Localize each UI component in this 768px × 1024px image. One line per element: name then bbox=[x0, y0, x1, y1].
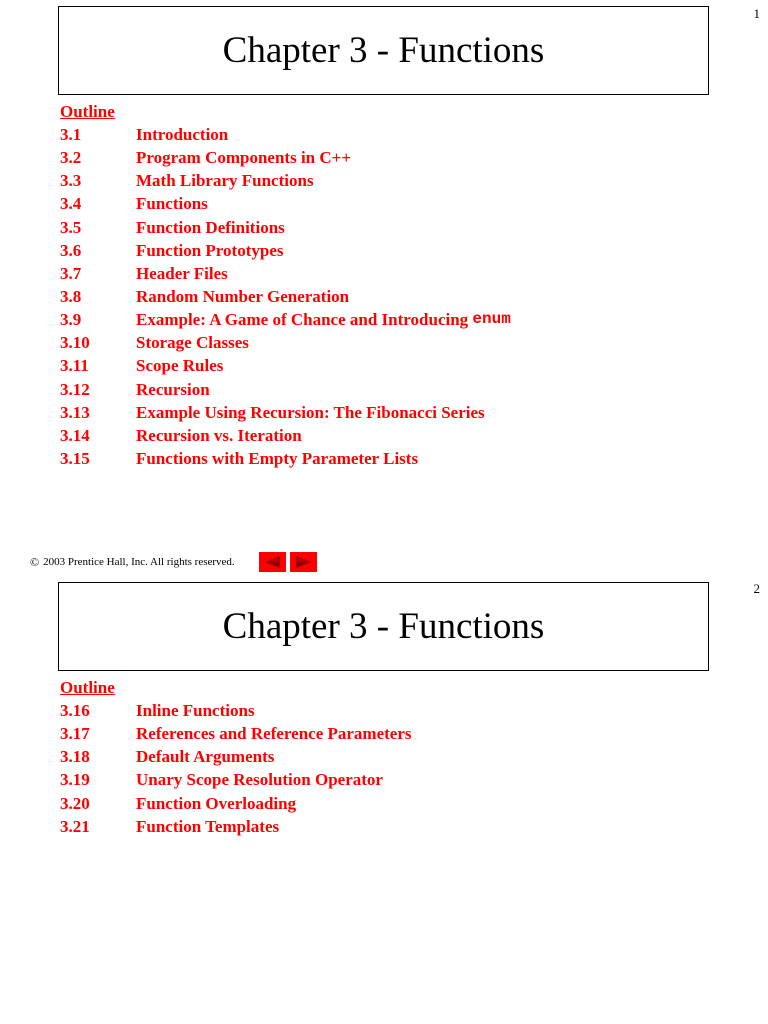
outline-item-number: 3.19 bbox=[60, 770, 90, 790]
outline-item-label: Program Components in C++ bbox=[136, 148, 352, 168]
copyright bbox=[30, 555, 235, 570]
copyright-icon: © bbox=[30, 554, 40, 569]
outline-item-label: Storage Classes bbox=[136, 333, 249, 353]
outline-item[interactable] bbox=[60, 192, 511, 215]
outline-item[interactable] bbox=[60, 768, 412, 791]
outline-item[interactable] bbox=[60, 331, 511, 354]
outline-item-number: 3.4 bbox=[60, 194, 82, 214]
outline-item[interactable] bbox=[60, 792, 412, 815]
outline-item-label: Function Prototypes bbox=[136, 240, 284, 260]
outline-item-label: Example: A Game of Chance and Introducing bbox=[136, 310, 473, 330]
outline-item[interactable] bbox=[60, 262, 511, 285]
nav-arrows bbox=[259, 552, 321, 572]
copyright-text: 2003 Prentice Hall, Inc. All rights reserved. bbox=[43, 556, 235, 568]
outline-item-label: Function Definitions bbox=[136, 217, 285, 237]
outline-item[interactable] bbox=[60, 447, 511, 470]
outline-item-label: Header Files bbox=[136, 263, 228, 283]
footer bbox=[30, 551, 321, 573]
outline-item[interactable] bbox=[60, 699, 412, 722]
outline-heading[interactable]: Outline bbox=[60, 102, 115, 121]
outline-item[interactable] bbox=[60, 722, 412, 745]
outline-item-number: 3.7 bbox=[60, 263, 82, 283]
outline-item[interactable] bbox=[60, 146, 511, 169]
outline-item-number: 3.12 bbox=[60, 379, 90, 399]
outline-item-number: 3.13 bbox=[60, 402, 90, 422]
outline-item-label: Scope Rules bbox=[136, 356, 224, 376]
outline-item-number: 3.9 bbox=[60, 310, 82, 330]
outline-item-label: Random Number Generation bbox=[136, 286, 350, 306]
outline-item-label: Introduction bbox=[136, 125, 229, 144]
outline-item-number: 3.20 bbox=[60, 793, 90, 813]
outline-item-label: Inline Functions bbox=[136, 701, 255, 720]
slide-2 bbox=[0, 576, 768, 1024]
outline-item[interactable] bbox=[60, 401, 511, 424]
next-slide-button[interactable] bbox=[290, 552, 317, 572]
outline-item-label: Recursion bbox=[136, 379, 210, 399]
outline-item[interactable] bbox=[60, 745, 412, 768]
outline-item[interactable] bbox=[60, 354, 511, 377]
slide-title: Chapter 3 - Functions bbox=[222, 606, 545, 647]
previous-arrow-icon bbox=[264, 556, 281, 568]
outline-item-number: 3.16 bbox=[60, 701, 90, 720]
outline-item-number: 3.1 bbox=[60, 125, 82, 144]
outline-item[interactable] bbox=[60, 216, 511, 239]
title-box bbox=[58, 582, 709, 671]
outline-item-number: 3.10 bbox=[60, 333, 90, 353]
next-arrow-icon bbox=[295, 556, 312, 568]
outline-item-number: 3.8 bbox=[60, 286, 82, 306]
outline bbox=[60, 676, 412, 838]
outline-item[interactable] bbox=[60, 239, 511, 262]
outline-item-label: Math Library Functions bbox=[136, 171, 314, 191]
page-number: 2 bbox=[753, 581, 760, 596]
slide-title: Chapter 3 - Functions bbox=[222, 30, 545, 71]
outline-item-label: Default Arguments bbox=[136, 747, 275, 767]
outline-item-label: Function Templates bbox=[136, 816, 280, 836]
outline-item-number: 3.3 bbox=[60, 171, 82, 191]
outline-item-number: 3.6 bbox=[60, 240, 82, 260]
outline-item[interactable] bbox=[60, 285, 511, 308]
outline-item[interactable] bbox=[60, 424, 511, 447]
outline-list bbox=[60, 699, 412, 838]
outline-item-label: Example Using Recursion: The Fibonacci Series bbox=[136, 402, 485, 422]
outline-item-number: 3.17 bbox=[60, 724, 90, 744]
outline-item-number: 3.11 bbox=[60, 356, 89, 376]
outline-item-number: 3.14 bbox=[60, 425, 90, 445]
outline-item[interactable] bbox=[60, 308, 511, 331]
outline-item-label: Unary Scope Resolution Operator bbox=[136, 770, 383, 790]
outline bbox=[60, 100, 511, 470]
outline-item-number: 3.5 bbox=[60, 217, 82, 237]
outline-item-label: Functions bbox=[136, 194, 208, 214]
outline-item-label: Functions with Empty Parameter Lists bbox=[136, 448, 419, 468]
outline-item-number: 3.18 bbox=[60, 747, 90, 767]
outline-item[interactable] bbox=[60, 815, 412, 838]
previous-slide-button[interactable] bbox=[259, 552, 286, 572]
outline-list bbox=[60, 123, 511, 470]
outline-item-number: 3.2 bbox=[60, 148, 82, 168]
page-number: 1 bbox=[753, 6, 760, 21]
outline-heading[interactable]: Outline bbox=[60, 678, 115, 697]
outline-item[interactable] bbox=[60, 169, 511, 192]
outline-item-number: 3.15 bbox=[60, 448, 90, 468]
outline-item-number: 3.21 bbox=[60, 816, 90, 836]
outline-item-code: enum bbox=[472, 310, 511, 329]
outline-item[interactable] bbox=[60, 378, 511, 401]
outline-item-label: Function Overloading bbox=[136, 793, 297, 813]
outline-item-label: Recursion vs. Iteration bbox=[136, 425, 302, 445]
outline-item-label: References and Reference Parameters bbox=[136, 724, 412, 744]
title-box bbox=[58, 6, 709, 95]
outline-item[interactable] bbox=[60, 123, 511, 146]
